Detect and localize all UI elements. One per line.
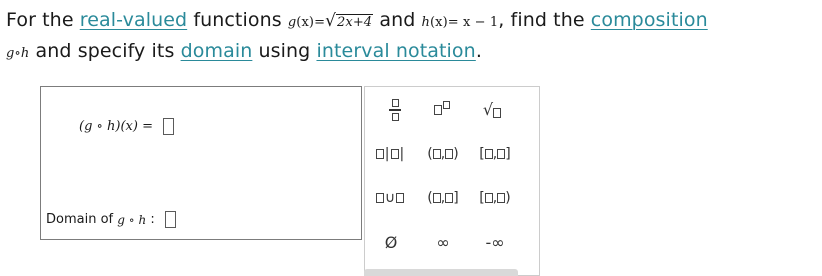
superscript-button[interactable] <box>425 95 459 125</box>
g-definition: g(x)= √ 2x+4 <box>287 11 373 31</box>
and-specify: and specify its <box>35 40 175 62</box>
real-valued-link[interactable]: real-valued <box>79 9 188 31</box>
h-definition: h(x)= x − 1 <box>421 15 499 30</box>
math-palette <box>364 86 540 276</box>
functions-word: functions <box>193 9 282 31</box>
absolute-value-icon: | | <box>376 146 404 162</box>
answer-area <box>40 86 362 240</box>
negative-infinity-icon: -∞ <box>485 232 505 252</box>
infinity-button[interactable] <box>425 227 461 257</box>
negative-infinity-button[interactable] <box>475 227 515 257</box>
composition-link[interactable]: composition <box>590 9 708 31</box>
using-word: using <box>258 40 311 62</box>
domain-function: g ∘ h <box>117 212 147 227</box>
composition-label: (g ∘ h)(x) = <box>79 119 153 134</box>
palette-bottom-bar <box>364 269 518 276</box>
closed-interval-button[interactable] <box>473 139 517 169</box>
fraction-icon <box>389 99 401 121</box>
and-word: and <box>379 9 416 31</box>
closed-interval-icon: [ , ] <box>479 146 511 162</box>
period: . <box>475 40 482 62</box>
union-button[interactable] <box>369 183 411 213</box>
question-intro: For the <box>6 9 74 31</box>
square-root-button[interactable] <box>475 95 509 125</box>
square-root-icon: √ <box>483 102 501 118</box>
composition-input[interactable] <box>163 118 174 135</box>
domain-link[interactable]: domain <box>180 40 253 62</box>
domain-input[interactable] <box>165 211 176 228</box>
union-icon: ∪ <box>376 190 404 206</box>
interval-notation-link[interactable]: interval notation <box>316 40 476 62</box>
composition-answer-row <box>79 118 174 135</box>
find-the: , find the <box>498 9 585 31</box>
empty-set-icon: Ø <box>384 232 398 252</box>
question-text <box>6 6 818 68</box>
fraction-button[interactable] <box>379 95 411 125</box>
domain-label: Domain of <box>46 212 114 227</box>
domain-answer-row <box>46 211 176 228</box>
closed-open-interval-icon: [ , ) <box>479 190 511 206</box>
infinity-icon: ∞ <box>436 232 450 252</box>
composition-symbol: g∘h <box>6 46 30 61</box>
open-interval-button[interactable] <box>423 139 463 169</box>
open-interval-icon: ( , ) <box>427 146 459 162</box>
superscript-icon <box>434 105 450 115</box>
absolute-value-button[interactable] <box>369 139 411 169</box>
domain-colon: : <box>150 212 155 227</box>
open-closed-interval-button[interactable] <box>423 183 463 213</box>
empty-set-button[interactable] <box>373 227 409 257</box>
sqrt-expression: √ 2x+4 <box>325 11 373 31</box>
open-closed-interval-icon: ( , ] <box>427 190 459 206</box>
closed-open-interval-button[interactable] <box>473 183 517 213</box>
